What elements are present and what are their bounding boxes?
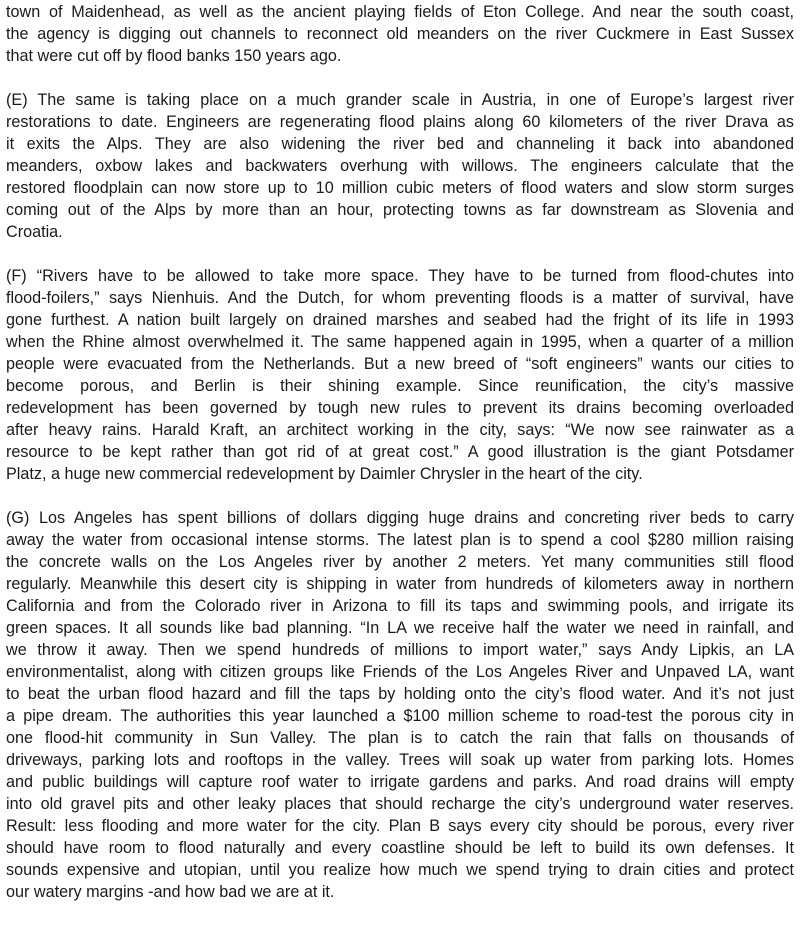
text-line: sounds expensive and utopian, until you realize how much we spend trying to drain cities and protect [6, 861, 794, 879]
text-line: away the water from occasional intense storms. The latest plan is to spend a cool $280 million raising [6, 531, 794, 549]
text-line: coming out of the Alps by more than an hour, protecting towns as far downstream as Slovenia and [6, 201, 794, 219]
text-line: environmentalist, along with citizen groups like Friends of the Los Angeles River and Unpaved LA, want [6, 663, 794, 681]
text-line: Croatia. [6, 223, 63, 241]
text-line: restorations to date. Engineers are regenerating flood plains along 60 kilometers of the river Drava as [6, 113, 794, 131]
text-line: meanders, oxbow lakes and backwaters overhung with willows. The engineers calculate that the [6, 157, 794, 175]
text-line: Platz, a huge new commercial redevelopment by Daimler Chrysler in the heart of the city. [6, 465, 643, 483]
text-line: when the Rhine almost overwhelmed it. The same happened again in 1995, when a quarter of a million [6, 333, 794, 351]
paragraph-e [6, 89, 794, 243]
text-line: the concrete walls on the Los Angeles river by another 2 meters. Yet many communities still flood [6, 553, 794, 571]
text-line: a pipe dream. The authorities this year launched a $100 million scheme to road-test the porous city in [6, 707, 794, 725]
text-line: redevelopment has been governed by tough new rules to prevent its drains becoming overloaded [6, 399, 794, 417]
text-line: that were cut off by flood banks 150 years ago. [6, 47, 342, 65]
text-line: the agency is digging out channels to reconnect old meanders on the river Cuckmere in East Sussex [6, 25, 794, 43]
text-line: become porous, and Berlin is their shining example. Since reunification, the city’s massive [6, 377, 794, 395]
text-line: (E) The same is taking place on a much grander scale in Austria, in one of Europe’s largest river [6, 91, 794, 109]
paragraph-g [6, 507, 794, 903]
text-line: we throw it away. Then we spend hundreds of millions to import water,” says Andy Lipkis, an LA [6, 641, 794, 659]
text-line: (F) “Rivers have to be allowed to take more space. They have to be turned from flood-chutes into [6, 267, 794, 285]
text-line: green spaces. It all sounds like bad planning. “In LA we receive half the water we need in rainfall, and [6, 619, 794, 637]
text-line: California and from the Colorado river in Arizona to fill its taps and swimming pools, and irrigate its [6, 597, 794, 615]
text-line: driveways, parking lots and rooftops in the valley. Trees will soak up water from parking lots. Homes [6, 751, 794, 769]
text-line: after heavy rains. Harald Kraft, an architect working in the city, says: “We now see rainwater as a [6, 421, 794, 439]
text-line: should have room to flood naturally and every coastline should be left to build its own defenses. It [6, 839, 794, 857]
text-line: flood-foilers,” says Nienhuis. And the Dutch, for whom preventing floods is a matter of survival, have [6, 289, 794, 307]
text-line: people were evacuated from the Netherlands. But a new breed of “soft engineers” wants our cities to [6, 355, 794, 373]
paragraph-intro-continuation [6, 1, 794, 67]
text-line: restored floodplain can now store up to 10 million cubic meters of flood waters and slow storm surges [6, 179, 794, 197]
text-line: Result: less flooding and more water for the city. Plan B says every city should be porous, every river [6, 817, 794, 835]
document-body [6, 1, 794, 925]
text-line: town of Maidenhead, as well as the ancient playing fields of Eton College. And near the south coast, [6, 3, 794, 21]
text-line: (G) Los Angeles has spent billions of dollars digging huge drains and concreting river beds to carry [6, 509, 794, 527]
text-line: regularly. Meanwhile this desert city is shipping in water from hundreds of kilometers away in northern [6, 575, 794, 593]
text-line: to beat the urban flood hazard and fill the taps by holding onto the city’s flood water. And it’s not just [6, 685, 794, 703]
paragraph-f [6, 265, 794, 485]
text-line: into old gravel pits and other leaky places that should recharge the city’s underground water reserves. [6, 795, 794, 813]
text-line: gone furthest. A nation built largely on drained marshes and seabed had the fright of its life in 1993 [6, 311, 794, 329]
text-line: resource to be kept rather than got rid of at great cost.” A good illustration is the giant Potsdamer [6, 443, 794, 461]
text-line: one flood-hit community in Sun Valley. The plan is to catch the rain that falls on thousands of [6, 729, 794, 747]
text-line: our watery margins -and how bad we are at it. [6, 883, 335, 901]
text-line: and public buildings will capture roof water to irrigate gardens and parks. And road drains will empty [6, 773, 794, 791]
text-line: it exits the Alps. They are also widening the river bed and channeling it back into abandoned [6, 135, 794, 153]
